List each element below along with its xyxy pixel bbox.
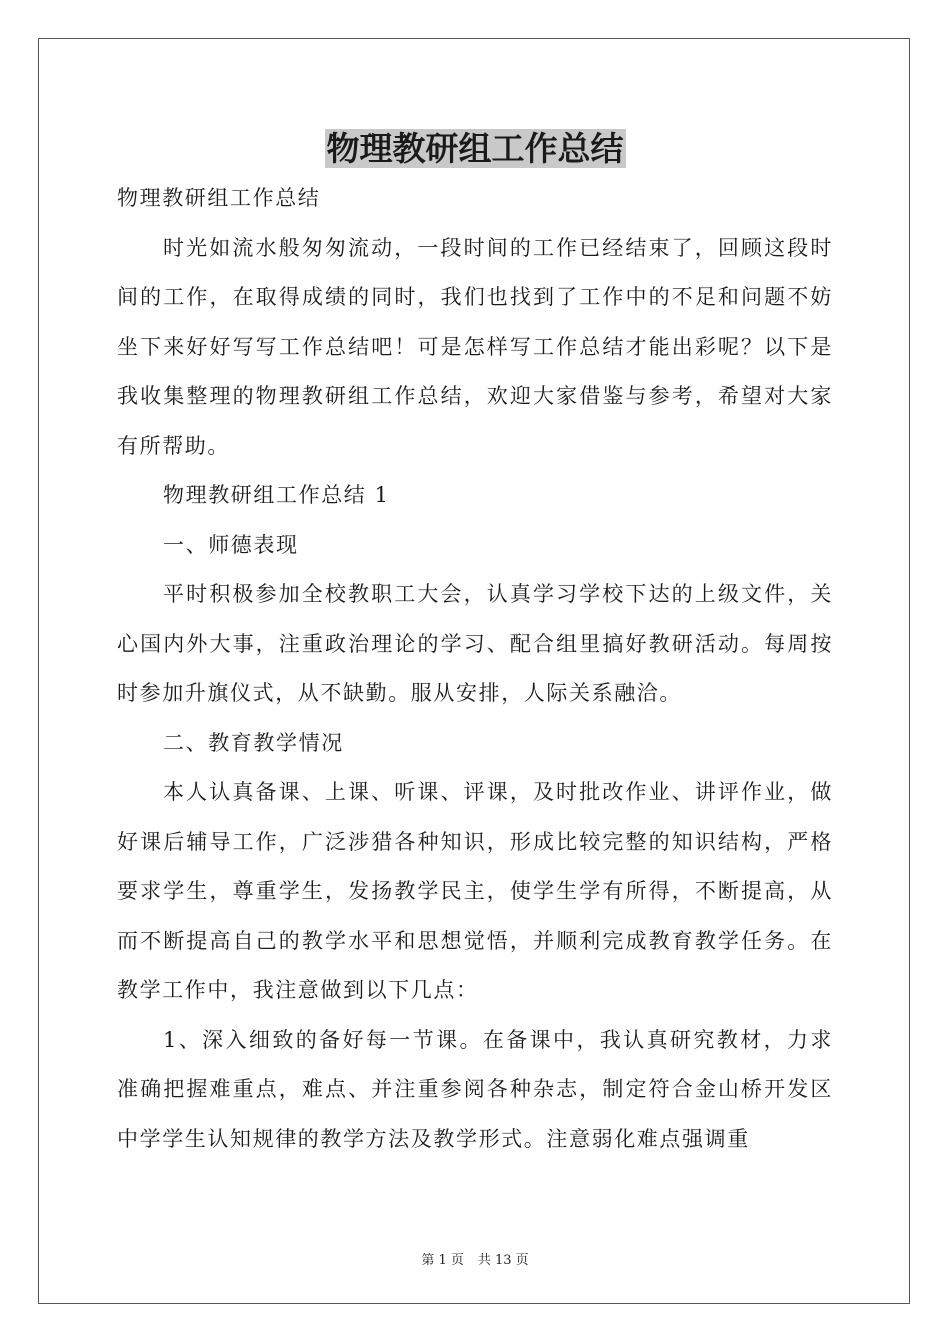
section-heading: 二、教育教学情况 (163, 730, 344, 755)
body-paragraph: 时光如流水般匆匆流动，一段时间的工作已经结束了，回顾这段时间的工作，在取得成绩的同时，我们也找到了工作中的不足和问题不妨坐下来好好写写工作总结吧！可是怎样写工作总结才能出彩呢？以下是我收集整理的物理教研组工作总结，欢迎大家借鉴与参考，希望对大家有所帮助。 (117, 235, 833, 458)
document-body (117, 174, 833, 1164)
section-heading: 一、师德表现 (163, 532, 299, 557)
body-paragraph: 物理教研组工作总结 (117, 186, 321, 210)
body-paragraph: 本人认真备课、上课、听课、评课，及时批改作业、讲评作业，做好课后辅导工作，广泛涉猎各种知识，形成比较完整的知识结构，严格要求学生，尊重学生，发扬教学民主，使学生学有所得，不断提高，从而不断提高自己的教学水平和思想觉悟，并顺利完成教育教学任务。在教学工作中，我注意做到以下几点： (117, 780, 833, 1002)
body-paragraph: 平时积极参加全校教职工大会，认真学习学校下达的上级文件，关心国内外大事，注重政治理论的学习、配合组里搞好教研活动。每周按时参加升旗仪式，从不缺勤。服从安排，人际关系融洽。 (117, 582, 833, 705)
section-heading: 物理教研组工作总结 1 (163, 483, 390, 507)
page-number: 第 1 页 (421, 1253, 464, 1268)
body-paragraph: 1、深入细致的备好每一节课。在备课中，我认真研究教材，力求准确把握难重点，难点、并注重参阅各种杂志，制定符合金山桥开发区中学学生认知规律的教学方法及教学形式。注意弱化难点强调重 (117, 1027, 833, 1151)
page-total: 共 13 页 (477, 1253, 529, 1268)
document-title (0, 124, 950, 174)
page-footer (0, 1249, 950, 1268)
document-title-text: 物理教研组工作总结 (326, 129, 624, 168)
